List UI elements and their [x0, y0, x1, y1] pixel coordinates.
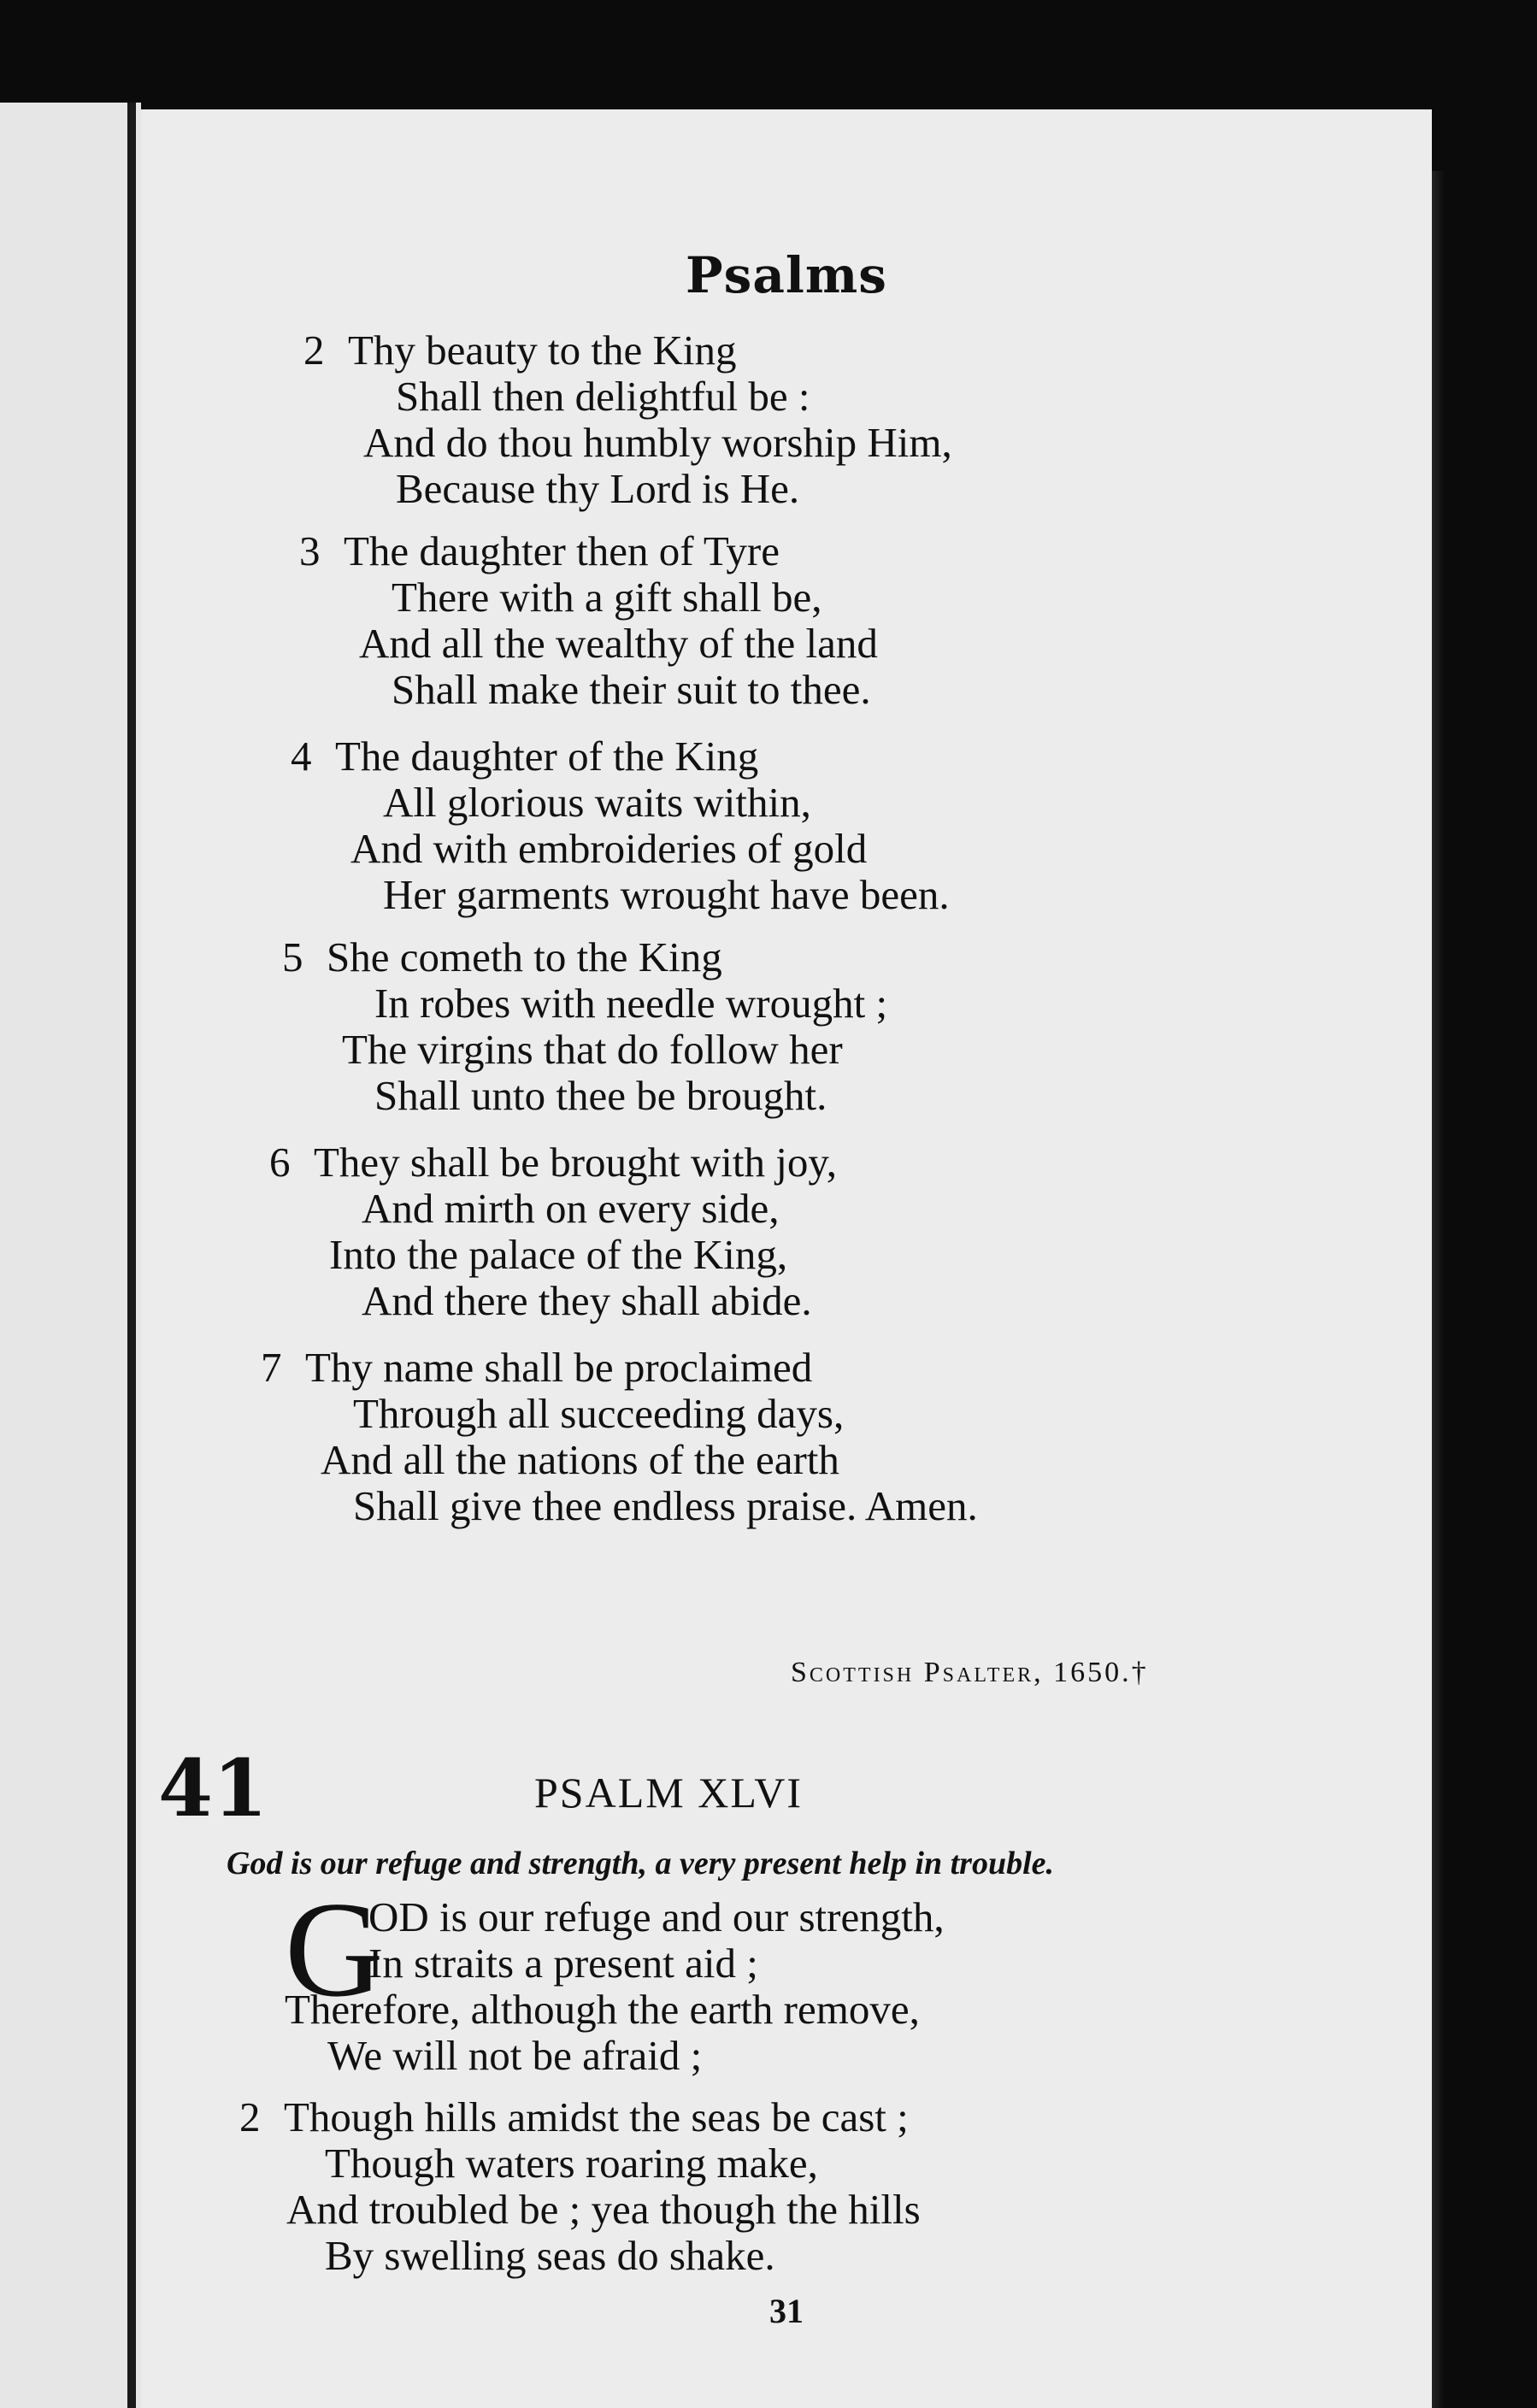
stanza-number: 2 [303, 327, 325, 374]
stanza-line: 6 They shall be brought with joy, [269, 1139, 837, 1186]
stanza-line: Shall then delightful be : [396, 373, 810, 420]
stanza-line: By swelling seas do shake. [325, 2232, 775, 2279]
stanza-line: And all the wealthy of the land [359, 620, 878, 667]
stanza-number: 6 [269, 1139, 291, 1186]
stanza-line: 4 The daughter of the King [291, 733, 759, 780]
stanza-line: And troubled be ; yea though the hills [286, 2186, 921, 2233]
stanza-line: Shall make their suit to thee. [392, 666, 871, 713]
stanza-line: 2 Though hills amidst the seas be cast ; [239, 2093, 909, 2140]
stanza-line: 3 The daughter then of Tyre [299, 527, 780, 574]
psalm-number: 41 [158, 1742, 268, 1834]
psalm-stanza-2 [239, 2094, 921, 2279]
stanza-line: Shall unto thee be brought. [374, 1072, 827, 1119]
stanza-5 [282, 934, 887, 1119]
stanza-line: And there they shall abide. [362, 1277, 812, 1324]
stanza-number: 5 [282, 933, 303, 980]
stanza-line: Through all succeeding days, [353, 1390, 845, 1437]
stanza-6 [269, 1139, 837, 1324]
stanza-line: And do thou humbly worship Him, [363, 419, 952, 466]
page-number: 31 [769, 2292, 804, 2330]
stanza-number: 2 [239, 2093, 261, 2140]
stanza-number: 7 [261, 1344, 282, 1391]
stanza-line: Shall give thee endless praise. Amen. [353, 1482, 978, 1529]
drop-cap: G [285, 1873, 384, 2025]
stanza-line: And with embroideries of gold [350, 825, 868, 872]
stanza-number: 4 [291, 733, 312, 780]
stanza-line: The virgins that do follow her [342, 1026, 843, 1073]
stanza-line: All glorious waits within, [383, 779, 811, 826]
stanza-line: In robes with needle wrought ; [374, 980, 888, 1027]
stanza-7 [261, 1345, 978, 1529]
stanza-line: Into the palace of the King, [329, 1231, 788, 1278]
stanza-line: And mirth on every side, [362, 1185, 780, 1232]
stanza-line: 7 Thy name shall be proclaimed [261, 1344, 813, 1391]
stanza-line: In straits a present aid ; [368, 1940, 758, 1987]
stanza-number: 3 [299, 527, 321, 574]
stanza-line: 2 Thy beauty to the King [303, 327, 737, 374]
running-header: Psalms [686, 246, 887, 304]
left-page-edge [0, 103, 141, 2408]
stanza-2 [303, 327, 952, 512]
attribution: Scottish Psalter, 1650.† [791, 1657, 1149, 1688]
stanza-line: Though waters roaring make, [325, 2140, 818, 2187]
psalm-title: PSALM XLVI [534, 1769, 804, 1816]
stanza-line: There with a gift shall be, [392, 574, 822, 621]
stanza-line: OD is our refuge and our strength, [368, 1893, 945, 1940]
stanza-line: Because thy Lord is He. [396, 465, 800, 512]
stanza-3 [299, 528, 878, 713]
book-page [141, 109, 1432, 2408]
stanza-4 [291, 733, 950, 918]
psalm-stanza-1 [285, 1894, 945, 2079]
psalm-subtitle: God is our refuge and strength, a very present help in trouble. [227, 1846, 1055, 1881]
stanza-line: Her garments wrought have been. [383, 871, 950, 918]
stanza-line: Therefore, although the earth remove, [285, 1986, 920, 2033]
stanza-line: 5 She cometh to the King [282, 933, 722, 980]
stanza-line: We will not be afraid ; [327, 2032, 703, 2079]
stanza-line: And all the nations of the earth [321, 1436, 839, 1483]
